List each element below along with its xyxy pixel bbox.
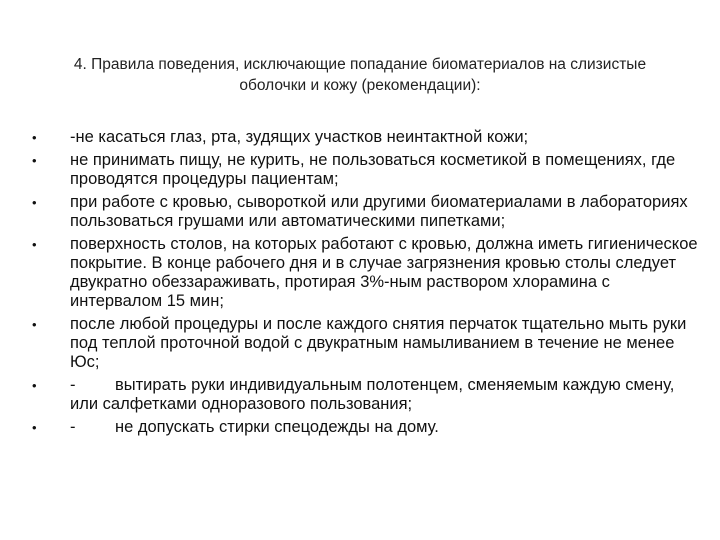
list-item	[32, 235, 700, 311]
list-item	[32, 418, 700, 437]
bullet-icon: •	[32, 237, 37, 252]
list-item-dash: -	[70, 418, 76, 436]
bullet-icon: •	[32, 130, 37, 145]
rules-list	[32, 128, 700, 441]
list-item	[32, 151, 700, 189]
list-item-text: после любой процедуры и после каждого снятия перчаток тщательно мыть руки под теплой проточной водой с двукратным намыливанием в течение не менее Юс;	[70, 315, 687, 371]
list-item-text: вытирать руки индивидуальным полотенцем, сменяемым каждую смену, или салфетками одноразового пользования;	[70, 376, 675, 413]
list-item-text: поверхность столов, на которых работают с кровью, должна иметь гигиеническое покрытие. В конце рабочего дня и в случае загрязнения кровью столы следует двукратно обеззараживать, протирая 3%-ным раствором хлорамина с интервалом 15 мин;	[70, 235, 698, 310]
list-item-text: -не касаться глаз, рта, зудящих участков неинтактной кожи;	[70, 128, 529, 146]
title-line-2: оболочки и кожу (рекомендации):	[239, 77, 481, 94]
list-item	[32, 128, 700, 147]
bullet-icon: •	[32, 153, 37, 168]
title-line-1: 4. Правила поведения, исключающие попадание биоматериалов на слизистые	[73, 56, 647, 73]
list-item-text: при работе с кровью, сывороткой или другими биоматериалами в лабораториях пользоваться грушами или автоматическими пипетками;	[70, 193, 688, 230]
slide-title	[40, 54, 680, 96]
list-item-dash: -	[70, 376, 76, 394]
list-item-text: не принимать пищу, не курить, не пользоваться косметикой в помещениях, где проводятся процедуры пациентам;	[70, 151, 676, 188]
bullet-icon: •	[32, 195, 37, 210]
list-item	[32, 376, 700, 414]
bullet-icon: •	[32, 420, 37, 435]
list-item	[32, 193, 700, 231]
list-item	[32, 315, 700, 372]
bullet-icon: •	[32, 317, 37, 332]
list-item-text: не допускать стирки спецодежды на дому.	[115, 418, 439, 436]
bullet-icon: •	[32, 378, 37, 393]
